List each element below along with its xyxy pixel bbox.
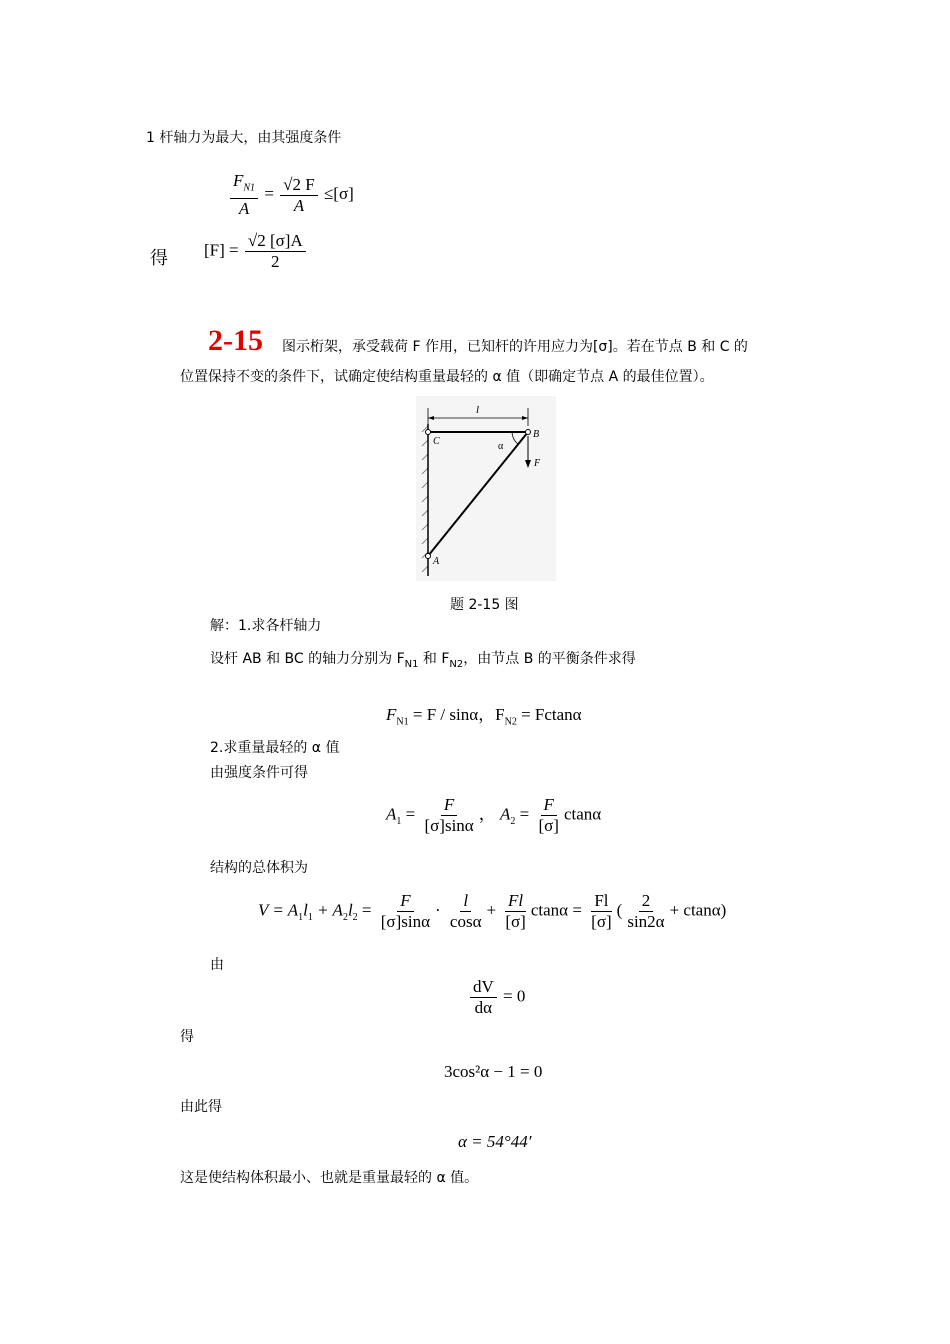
label-C: C <box>433 436 440 447</box>
volume-text: 结构的总体积为 <box>210 860 308 876</box>
step1-text: 设杆 AB 和 BC 的轴力分别为 $F_{N1}$ 和 $F_{N2}$，由节点 B 的平衡条件求得 <box>210 651 636 670</box>
node-A <box>426 554 431 559</box>
step1-title: 解：1.求各杆轴力 <box>210 618 322 634</box>
label-A: A <box>433 556 440 567</box>
intro-line: 1 杆轴力为最大，由其强度条件 <box>146 130 342 146</box>
problem-number: 2-15 <box>208 324 263 357</box>
node-B <box>526 430 531 435</box>
youci-label: 由此得 <box>180 1099 222 1115</box>
volume-equation: $V = A_1l_1 + A_2l_2$ = $\frac{F}{[\sigma]\sin\alpha}$ · $\frac{l}{\cos\alpha}$ + $\frac{Fl}{[\sigma]}$ ctanα = $\frac{Fl}{[\sigma]}$ ( $\frac{2}{\sin 2\alpha}$ + ctanα) <box>258 891 727 931</box>
allowable-load-equation: [F] = $\frac{√2 [\sigma]A}{2}$ <box>204 232 308 271</box>
step2-title: 2.求重量最轻的 α 值 <box>210 740 340 756</box>
derivative-equation: $\frac{dV}{d\alpha}$ = 0 <box>468 978 525 1017</box>
you-label: 由 <box>210 957 224 973</box>
conclusion: 这是使结构体积最小、也就是重量最轻的 α 值。 <box>180 1170 479 1186</box>
strength-equation: $\frac{F_{N1}}{A}$ = $\frac{√2 F}{A}$ ≤[σ] <box>228 172 354 218</box>
node-C <box>426 430 431 435</box>
problem-text-line1: 图示桁架，承受载荷 F 作用，已知杆的许用应力为[σ]。若在节点 B 和 C 的 <box>282 339 748 355</box>
de-label: 得 <box>150 248 168 269</box>
problem-text-line2: 位置保持不变的条件下，试确定使结构重量最轻的 α 值（即确定节点 A 的最佳位置）。 <box>180 369 714 385</box>
label-l: l <box>476 404 480 416</box>
de2-label: 得 <box>180 1029 194 1045</box>
force-equation: $F_{N1} = F / \sin\alpha$，$F_{N2} = Fctan\alpha$ <box>386 705 582 728</box>
alpha-result: α = 54°44′ <box>458 1132 532 1151</box>
label-B: B <box>533 429 540 440</box>
truss-figure <box>416 396 556 581</box>
area-equation: $A_1$ = $\frac{F}{[\sigma]\sin\alpha}$ ， $A_2$ = $\frac{F}{[\sigma]}$ ctanα <box>386 795 602 835</box>
label-F: F <box>534 458 541 469</box>
label-alpha: α <box>498 441 504 452</box>
figure-caption: 题 2-15 图 <box>450 597 519 613</box>
cos-equation: 3cos²α − 1 = 0 <box>444 1062 543 1081</box>
step2-text: 由强度条件可得 <box>210 765 308 781</box>
